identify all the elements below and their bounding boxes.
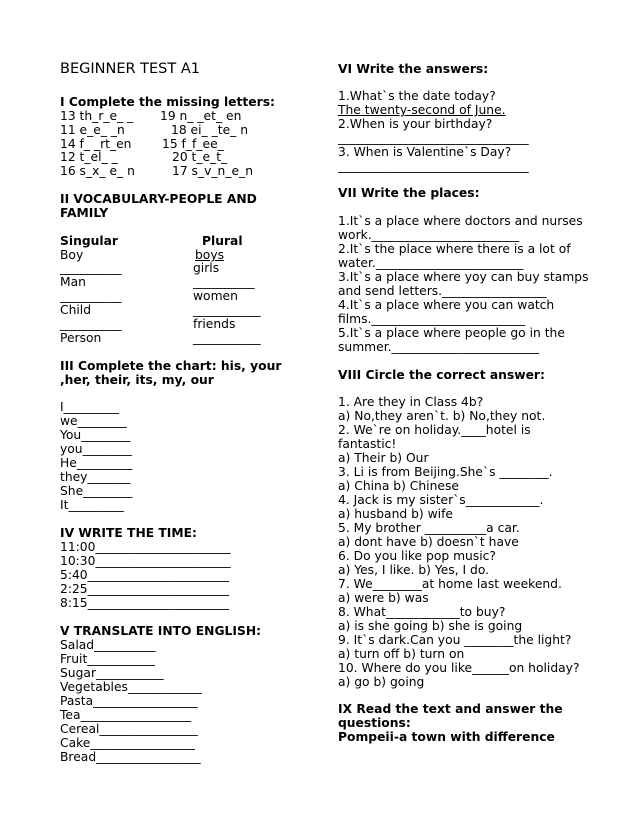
choice-line[interactable]: a) were b) was [338,591,429,605]
choice-line: 4. Jack is my sister`s____________. [338,493,544,507]
time-item[interactable]: 11:00______________________ [60,540,231,554]
word-man: Man [60,275,86,289]
choice-line: 8. What____________to buy? [338,605,506,619]
answer-blank[interactable]: __________ [193,275,255,289]
choice-line[interactable]: a) No,they aren`t. b) No,they not. [338,409,546,423]
choice-line[interactable]: a) is she going b) she is going [338,619,523,633]
missing-letters-left: 12 t_el_ _ [60,150,118,164]
answer-blank[interactable]: __________ [60,261,122,275]
choice-line: 9. It`s dark.Can you ________the light? [338,633,572,647]
missing-letters-left: 13 th_r_e_ _ [60,109,134,123]
choice-line[interactable]: a) China b) Chinese [338,479,459,493]
pronoun-item[interactable]: You________ [60,428,131,442]
section-9-heading: IX Read the text and answer the [338,702,563,716]
section-9-heading: questions: [338,716,411,730]
places-line[interactable]: and send letters._________________ [338,284,547,298]
section-3-heading: III Complete the chart: his, your [60,359,282,373]
section-1-row [171,124,248,138]
choice-line: 10. Where do you like______on holiday? [338,661,580,675]
places-line: 3.It`s a place where yoy can buy stamps [338,270,589,284]
section-1-heading: I Complete the missing letters: [60,95,275,109]
section-3-heading: ,her, their, its, my, our [60,373,214,387]
missing-letters-right: 15 f_f_ee_ [162,137,224,151]
pronoun-item[interactable]: they_______ [60,470,131,484]
answer-blank[interactable]: _______________________________ [338,159,529,173]
translate-item[interactable]: Cake_________________ [60,736,195,750]
word-boy: Boy [60,248,84,262]
section-7-heading: VII Write the places: [338,186,480,200]
section-1-row [172,165,253,179]
places-line: 4.It`s a place where you can watch [338,298,555,312]
section-1-row [172,151,227,165]
sample-answer: The twenty-second of June. [338,103,506,117]
missing-letters-right: 19 n_ _et_ en [160,109,242,123]
answer-blank[interactable]: ___________ [193,331,261,345]
word-friends: friends [193,317,236,331]
places-line: 1.It`s a place where doctors and nurses [338,214,583,228]
time-item[interactable]: 5:40_______________________ [60,568,230,582]
choice-line: fantastic! [338,437,397,451]
places-line[interactable]: films._________________________ [338,312,526,326]
translate-item[interactable]: Pasta_________________ [60,694,198,708]
plural-label: Plural [202,234,243,248]
translate-item[interactable]: Salad__________ [60,638,156,652]
answer-blank[interactable]: __________ [60,289,122,303]
pronoun-item[interactable]: He_________ [60,456,133,470]
choice-line[interactable]: a) go b) going [338,675,425,689]
answer-blank[interactable]: ___________ [193,303,261,317]
section-1-row [60,165,135,179]
section-6-heading: VI Write the answers: [338,62,489,76]
page-title: BEGINNER TEST A1 [60,61,200,77]
translate-item[interactable]: Bread_________________ [60,750,201,764]
time-item[interactable]: 2:25_______________________ [60,582,230,596]
pronoun-item[interactable]: we________ [60,414,127,428]
choice-line[interactable]: a) Their b) Our [338,451,429,465]
singular-label: Singular [60,234,118,248]
choice-line[interactable]: a) dont have b) doesn`t have [338,535,519,549]
section-1-row [60,151,118,165]
section-5-heading: V TRANSLATE INTO ENGLISH: [60,624,262,638]
word-person: Person [60,331,102,345]
question: 3. When is Valentine`s Day? [338,145,512,159]
time-item[interactable]: 10:30______________________ [60,554,231,568]
choice-line: 2. We`re on holiday.____hotel is [338,423,531,437]
pronoun-item[interactable]: I_________ [60,400,119,414]
missing-letters-left: 11 e_e_ _n [60,123,125,137]
translate-item[interactable]: Tea__________________ [60,708,192,722]
choice-line[interactable]: a) turn off b) turn on [338,647,465,661]
choice-line: 6. Do you like pop music? [338,549,496,563]
places-line[interactable]: water.________________________ [338,256,524,270]
word-girls: girls [193,261,220,275]
choice-line[interactable]: a) Yes, I like. b) Yes, I do. [338,563,490,577]
section-8-heading: VIII Circle the correct answer: [338,368,545,382]
choice-line[interactable]: a) husband b) wife [338,507,453,521]
translate-item[interactable]: Vegetables____________ [60,680,202,694]
translate-item[interactable]: Sugar___________ [60,666,164,680]
places-line: 2.It`s the place where there is a lot of [338,242,571,256]
pronoun-item[interactable]: It_________ [60,498,124,512]
choice-line: 1. Are they in Class 4b? [338,395,484,409]
missing-letters-left: 16 s_x_ e_ n [60,164,135,178]
answer-blank[interactable]: _______________________________ [338,131,529,145]
choice-line: 7. We________at home last weekend. [338,577,562,591]
translate-item[interactable]: Fruit___________ [60,652,155,666]
word-child: Child [60,303,92,317]
reading-title: Pompeii-a town with difference [338,730,555,744]
section-1-row [160,110,241,124]
answer-blank[interactable]: __________ [60,317,122,331]
question: 1.What`s the date today? [338,89,496,103]
pronoun-item[interactable]: you________ [60,442,132,456]
time-item[interactable]: 8:15_______________________ [60,596,230,610]
pronoun-item[interactable]: She________ [60,484,133,498]
word-women: women [193,289,238,303]
word-boys: boys [195,248,225,262]
choice-line: 3. Li is from Beijing.She`s ________. [338,465,553,479]
missing-letters-right: 20 t_e_t_ [172,150,228,164]
places-line[interactable]: work.________________________ [338,228,520,242]
section-1-row [60,124,125,138]
section-4-heading: IV WRITE THE TIME: [60,526,197,540]
choice-line: 5. My brother __________a car. [338,521,520,535]
translate-item[interactable]: Cereal________________ [60,722,198,736]
question: 2.When is your birthday? [338,117,493,131]
section-1-row [60,110,133,124]
places-line: 5.It`s a place where people go in the [338,326,565,340]
places-line[interactable]: summer.________________________ [338,340,540,354]
missing-letters-right: 18 ei_ _te_ n [171,123,248,137]
missing-letters-right: 17 s_v_n_e_n [172,164,253,178]
section-2-heading: FAMILY [60,206,109,220]
section-2-heading: II VOCABULARY-PEOPLE AND [60,192,257,206]
missing-letters-left: 14 f_ _rt_en [60,137,132,151]
